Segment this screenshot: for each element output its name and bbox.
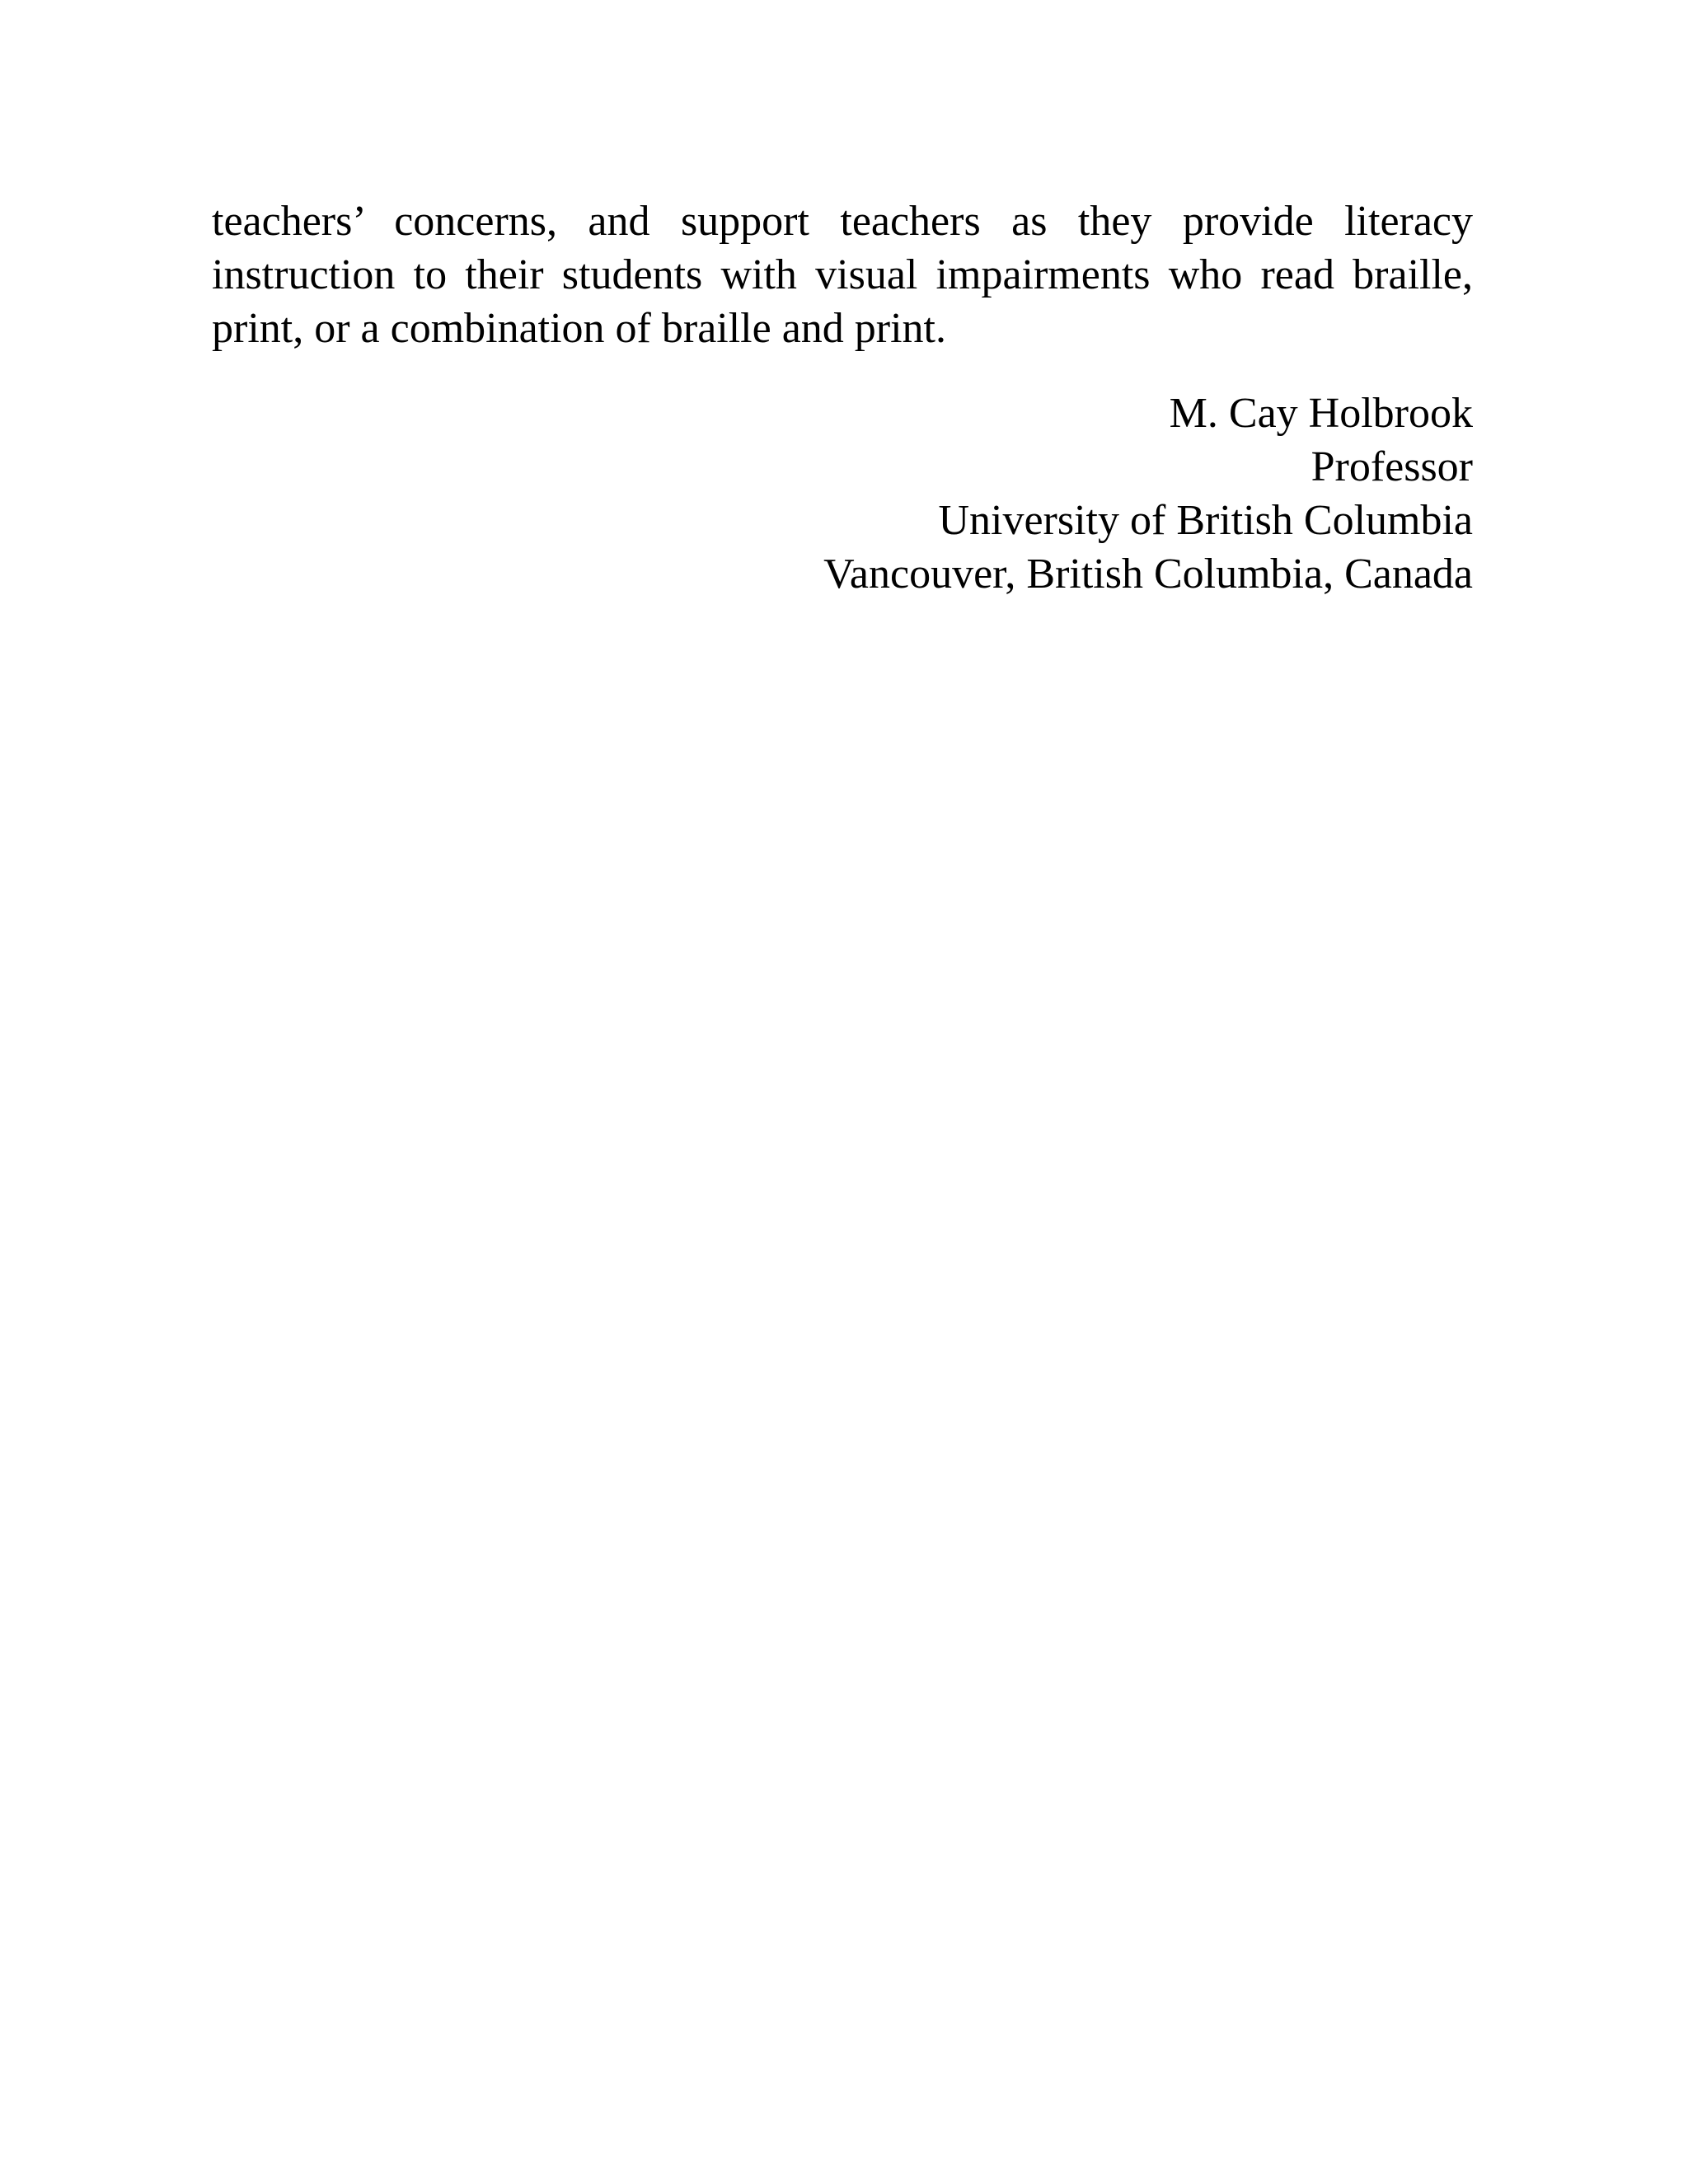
signature-title: Professor [1311, 443, 1473, 490]
page-content [212, 194, 1473, 601]
signature-block [212, 387, 1473, 601]
signature-institution: University of British Columbia [938, 497, 1473, 544]
body-paragraph: teachers’ concerns, and support teachers as they provide literacy instruction to their students with visual impairments who read braille, print, or a combination of braille and print. [212, 198, 1473, 352]
signature-name: M. Cay Holbrook [1169, 390, 1473, 437]
signature-location: Vancouver, British Columbia, Canada [823, 551, 1473, 598]
